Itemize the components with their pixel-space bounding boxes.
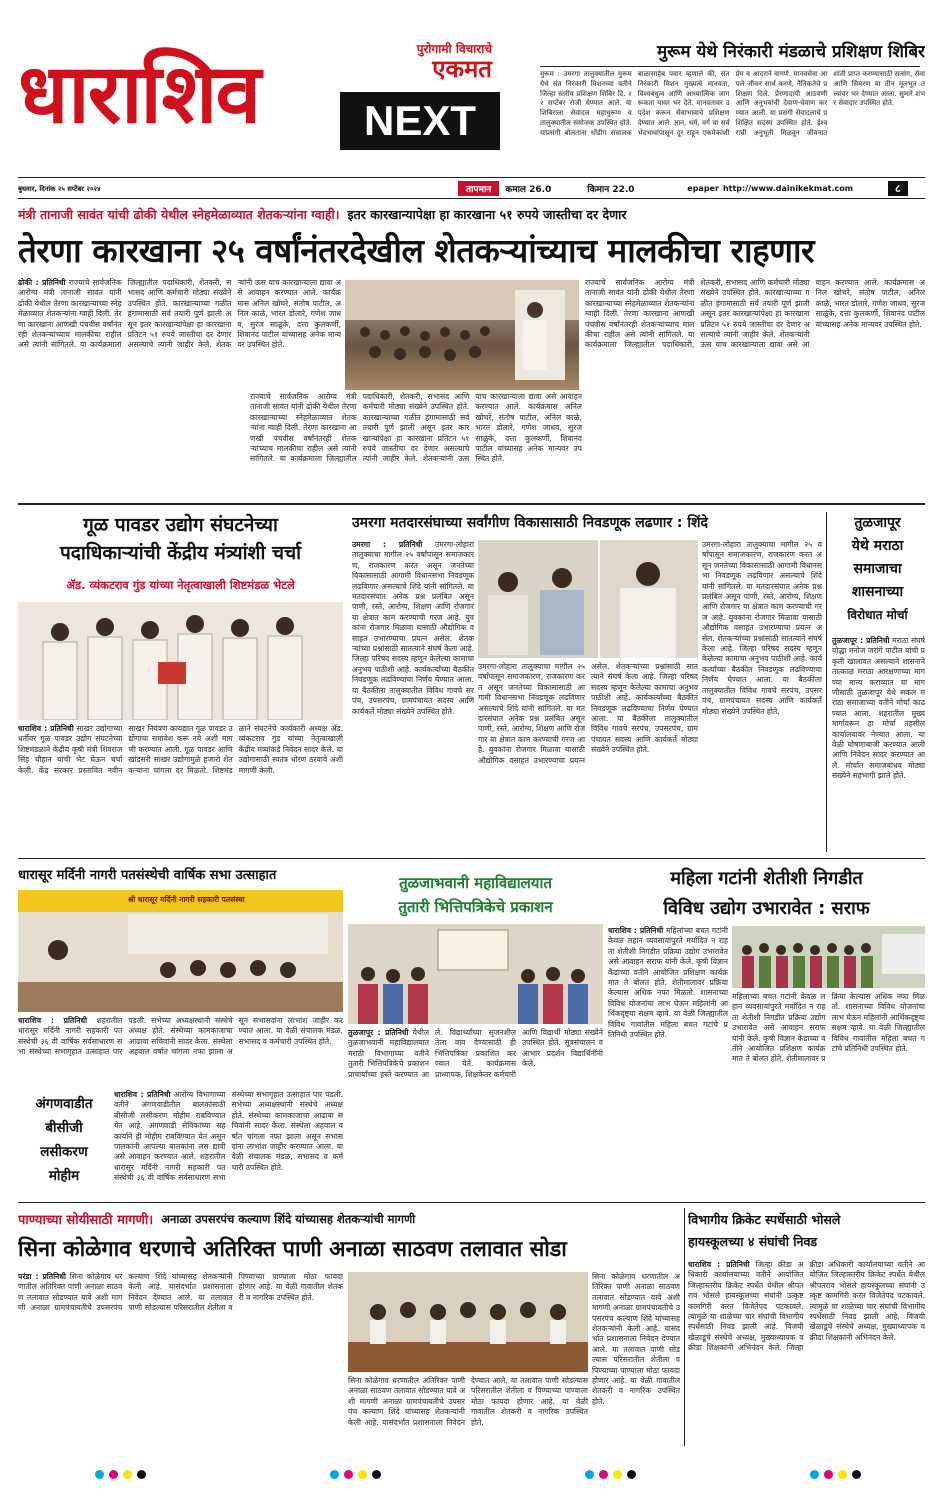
cyan-dot bbox=[585, 1470, 594, 1479]
banner-kicker-left: मंत्री तानाजी सावंत यांची ढोकी येथील स्नेहमेळाव्यात शेतकऱ्यांना ग्वाही। bbox=[18, 206, 340, 222]
anganwadi-byline: धाराशिव : प्रतिनिधी bbox=[114, 1090, 171, 1099]
rule-1 bbox=[18, 503, 925, 505]
college-byline: तुळजापूर : प्रतिनिधी bbox=[348, 1028, 409, 1037]
group-graphic bbox=[18, 602, 343, 720]
masthead-logo bbox=[18, 40, 318, 150]
meeting-graphic-1 bbox=[478, 540, 598, 658]
mahila-text-b: महिलांच्या बचत गटांनी केवळ लहान व्यवसायांपुरते मर्यादित न राहता शेतीशी निगडीत प्रक्रिया उद्योग उभारावेत असे आवाहन सराफ यांनी केले. कृषी विज्ञान केंद्राच्या वतीने आयोजित प्रशिक्षण कार्यक्रमात ते बोलत होते. शेतीमालावर प्रक्रिया केल्यास अधिक नफा मिळतो. शासनाच्या विविध योजनांचा लाभ घेऊन महिलांनी आर्थिकदृष्ट्या सक्षम व्हावे. या वेळी जिल्ह्यातील विविध गावांतील महिला बचत गटांचे प्रतिनिधी उपस्थित होते. bbox=[732, 992, 925, 1064]
registration-marks-center bbox=[330, 1470, 420, 1480]
dateline-rule-top bbox=[18, 177, 925, 178]
registration-marks-left bbox=[95, 1470, 185, 1480]
dharasur-byline: धाराशिव : प्रतिनिधी bbox=[18, 1016, 88, 1025]
anganwadi-text: आरोग्य विभागाच्या वतीने अंगणवाडीतील बालकांसाठी बीसीजी लसीकरण मोहीम राबविण्यात येत आहे. अंगणवाडी सेविकांच्या सहकार्याने ही मोहीम राबविण्यात येत असून पालकांनी आपल्या बालकांना लस द्यावी असे आवाहन करण्यात आले. bbox=[114, 1090, 226, 1162]
college-headline-1: तुळजाभवानी महाविद्यालयात bbox=[399, 874, 552, 892]
sina-kicker bbox=[18, 1208, 678, 1230]
gul-headline-2: पदाधिकाऱ्यांची केंद्रीय मंत्र्यांशी चर्चा bbox=[59, 542, 302, 564]
anganwadi-text-b: शहरातील धारासूर मर्दिनी नागरी सहकारी पतसंस्थेची ३६ वी वार्षिक सर्वसाधारण सभा संस्थेच्या सभागृहात उत्साहात पार पडली. सभेच्या अध्यक्षस्थानी संस्थेचे अध्यक्ष होते. संस्थेच्या कामकाजाचा आढावा सचिवांनी सादर केला. संस्थेला अहवाल वर्षात चांगला नफा झाला असून सभासदांना लाभांश जाहीर करण्यात आला. या वेळी संचालक मंडळ, सभासद व कर्मचारी उपस्थित होते. bbox=[114, 1090, 343, 1183]
anganwadi-headline-2: बीसीजी bbox=[45, 1120, 83, 1136]
tuljapur-byline: तुळजापूर : प्रतिनिधी bbox=[832, 636, 890, 645]
mahila-byline: धाराशिव : प्रतिनिधी bbox=[608, 926, 664, 935]
black-dot bbox=[627, 1470, 636, 1479]
website-url[interactable]: http://www.dainikekmat.com bbox=[722, 183, 854, 193]
top-story-headline: मुरूम येथे निरंकारी मंडळाचे प्रशिक्षण शिबिर bbox=[657, 42, 925, 62]
brand-block bbox=[332, 40, 512, 152]
women-group-graphic bbox=[732, 926, 925, 988]
top-story-rule bbox=[540, 66, 920, 67]
tuljapur-headline-5: विरोधात मोर्चा bbox=[847, 608, 908, 622]
magenta-dot bbox=[344, 1470, 353, 1479]
sina-text-c: सिना कोळेगाव धरणातील अतिरिक्त पाणी अनाळा साठवण तलावात सोडण्यात यावे अशी मागणी अनाळा ग्रामपंचायतीचे उपसरपंच कल्याण शिंदे यांच्यासह शेतकऱ्यांनी केली आहे. यासंदर्भात प्रशासनाला निवेदन देण्यात आले. या तलावात पाणी सोडल्यास परिसरातील शेतीला व पिण्याच्या पाण्याला मोठा फायदा होणार आहे. या वेळी गावातील शेतकरी व नागरिक उपस्थित होते. bbox=[592, 1272, 680, 1406]
umarga-text-a: उमरगा-लोहारा तालुक्याचा मागील २५ वर्षांपासून समाजकारण, राजकारण करत असून जनतेच्या विकासासाठी आगामी विधानसभा निवडणूक लढविणार असल्याचे शिंदे यांनी सांगितले. या मतदारसंघात अनेक प्रश्न प्रलंबित असून पाणी, रस्ते, आरोग्य, शिक्षण आणि रोजगार या क्षेत्रात काम करण्याची गरज आहे. युवकांना रोजगार मिळावा यासाठी औद्योगिक वसाहत उभारण्याचा प्रयत्न असेल. शेतकऱ्यांच्या प्रश्नांसाठी सातत्याने संघर्ष केला आहे. जिल्हा परिषद सदस्य म्हणून केलेल्या कामाचा अनुभव पाठीशी आहे. कार्यकर्त्यांच्या बैठकीत निवडणूक लढविण्याचा निर्णय घेण्यात आला. या बैठकीला तालुक्यातील विविध गावचे सरपंच, उपसरपंच, ग्रामपंचायत सदस्य आणि कार्यकर्ते मोठ्या संख्येने उपस्थित होते. bbox=[352, 540, 474, 716]
temperature-label: तापमान bbox=[458, 181, 499, 196]
dharasur-body bbox=[18, 1016, 343, 1084]
umarga-col-left bbox=[352, 540, 474, 852]
tuljapur-text: मराठा संघर्ष योद्धा मनोज जरांगे पाटील यांची प्रकृती खालावत असल्याने शासनाने तात्काळ मराठा आरक्षणाच्या मागण्या मान्य कराव्यात या मागणीसाठी तुळजापूर येथे सकल मराठा समाजाच्या वतीने मोर्चा काढण्यात आला. शहरातील मुख्य मार्गावरून हा मोर्चा तहसील कार्यालयावर नेण्यात आला. या वेळी घोषणाबाजी करण्यात आली आणि निवेदन सादर करण्यात आले. मोर्चात समाजबांधव मोठ्या संख्येने सहभागी झाले होते. bbox=[832, 636, 925, 781]
sina-headline: सिना कोळेगाव धरणाचे अतिरिक्त पाणी अनाळा साठवण तलावात सोडा bbox=[18, 1237, 567, 1262]
mahila-col-right bbox=[732, 992, 925, 1196]
magenta-dot bbox=[599, 1470, 608, 1479]
mahila-text-a: महिलांच्या बचत गटांनी केवळ लहान व्यवसायांपुरते मर्यादित न राहता शेतीशी निगडीत प्रक्रिया उद्योग उभारावेत असे आवाहन सराफ यांनी केले. कृषी विज्ञान केंद्राच्या वतीने आयोजित प्रशिक्षण कार्यक्रमात ते बोलत होते. शेतीमालावर प्रक्रिया केल्यास अधिक नफा मिळतो. शासनाच्या विविध योजनांचा लाभ घेऊन महिलांनी आर्थिकदृष्ट्या सक्षम व्हावे. या वेळी जिल्ह्यातील विविध गावांतील महिला बचत गटांचे प्रतिनिधी उपस्थित होते. bbox=[608, 926, 728, 1040]
epaper-label: epaper bbox=[687, 183, 719, 193]
dharasur-text: शहरातील धारासूर मर्दिनी नागरी सहकारी पतसंस्थेची ३६ वी वार्षिक सर्वसाधारण सभा संस्थेच्या सभागृहात उत्साहात पार पडली. सभेच्या अध्यक्षस्थानी संस्थेचे अध्यक्ष होते. संस्थेच्या कामकाजाचा आढावा सचिवांनी सादर केला. संस्थेला अहवाल वर्षात चांगला नफा झाला असून सभासदांना लाभांश जाहीर करण्यात आला. या वेळी संचालक मंडळ, सभासद व कर्मचारी उपस्थित होते. bbox=[18, 1016, 343, 1057]
sina-kicker-right: अनाळा उपसरपंच कल्याण शिंदे यांच्यासह शेतकऱ्यांची मागणी bbox=[161, 1211, 416, 1226]
issue-date: बुधवार, दिनांक २५ सप्टेंबर २०२४ bbox=[18, 184, 101, 193]
gul-photo bbox=[18, 602, 343, 720]
college-body bbox=[348, 1028, 603, 1196]
sina-col-right bbox=[592, 1272, 680, 1446]
umarga-text-c: उमरगा-लोहारा तालुक्याचा मागील २५ वर्षांपासून समाजकारण, राजकारण करत असून जनतेच्या विकासासाठी आगामी विधानसभा निवडणूक लढविणार असल्याचे शिंदे यांनी सांगितले. या मतदारसंघात अनेक प्रश्न प्रलंबित असून पाणी, रस्ते, आरोग्य, शिक्षण आणि रोजगार या क्षेत्रात काम करण्याची गरज आहे. युवकांना रोजगार मिळावा यासाठी औद्योगिक वसाहत उभारण्याचा प्रयत्न असेल. शेतकऱ्यांच्या प्रश्नांसाठी सातत्याने संघर्ष केला आहे. जिल्हा परिषद सदस्य म्हणून केलेल्या कामाचा अनुभव पाठीशी आहे. कार्यकर्त्यांच्या बैठकीत निवडणूक लढविण्याचा निर्णय घेण्यात आला. या बैठकीला तालुक्यातील विविध गावचे सरपंच, उपसरपंच, ग्रामपंचायत सदस्य आणि कार्यकर्ते मोठ्या संख्येने उपस्थित होते. bbox=[702, 540, 822, 716]
registration-marks-right bbox=[585, 1470, 675, 1480]
magenta-dot bbox=[824, 1470, 833, 1479]
gul-body bbox=[18, 724, 343, 852]
tuljapur-headline-1: तुळजापूर bbox=[854, 515, 901, 531]
umarga-photo-2 bbox=[600, 540, 698, 658]
banner-kicker bbox=[18, 203, 925, 225]
tuljapur-headline-4: शासनाच्या bbox=[851, 584, 904, 600]
cricket-divider bbox=[684, 1208, 685, 1446]
mahila-headline-2: विविध उद्योग उभारावेत : सराफ bbox=[663, 898, 870, 919]
cyan-dot bbox=[810, 1470, 819, 1479]
sina-photo bbox=[348, 1272, 588, 1372]
next-text: NEXT bbox=[363, 97, 476, 144]
anganwadi-headline bbox=[18, 1092, 110, 1188]
cyan-dot bbox=[330, 1470, 339, 1479]
umarga-headline: उमरगा मतदारसंघाच्या सर्वांगीण विकासासाठी निवडणूक लढणार : शिंदे bbox=[352, 515, 708, 531]
college-headline-2: तुतारी भित्तिपत्रिकेचे प्रकाशन bbox=[398, 898, 553, 916]
sina-kicker-left: पाण्याच्या सोयीसाठी मागणी। bbox=[18, 1213, 154, 1228]
cyan-dot bbox=[95, 1470, 104, 1479]
temperature-min: किमान 22.0 bbox=[587, 184, 635, 195]
registration-marks-far-right bbox=[810, 1470, 900, 1480]
umarga-byline: उमरगा : प्रतिनिधी bbox=[352, 540, 423, 549]
anganwadi-body bbox=[114, 1090, 343, 1196]
rule-3 bbox=[18, 1202, 925, 1203]
black-dot bbox=[852, 1470, 861, 1479]
umarga-col-right bbox=[702, 540, 822, 852]
gul-text: साखर उद्योगाच्या धर्तीवर गूळ पावडर उद्योग संघटनेच्या शिष्टमंडळाने केंद्रीय कृषी मंत्री शिवराजसिंह चौहान यांची भेट घेऊन चर्चा केली. केंद्र सरकार प्रस्तावित नवीन साखर नियंत्रण कायद्यात गूळ पावडर उद्योगाचा समावेश करू नये अशी मागणी करण्यात आली. गूळ पावडर आणि खांडसरी साखर उद्योगामुळे हजारो शेतकऱ्यांना चांगला दर मिळतो. शिष्टमंडळाने संघटनेचे कार्यकारी अध्यक्ष ॲड. व्यंकटराव गुंड यांच्या नेतृत्वाखाली केंद्रीय मंत्र्यांकडे निवेदन सादर केले. या उद्योगासाठी स्वतंत्र धोरण ठरवावे अशी मागणी केली. bbox=[18, 724, 343, 775]
umarga-col-mid bbox=[478, 662, 698, 852]
college-photo bbox=[348, 924, 603, 1024]
banner-text-c: राज्याचे सार्वजनिक आरोग्य मंत्री तानाजी सावंत यांनी ढोकी येथील तेरणा कारखान्याच्या स्नेहमेळाव्यात शेतकऱ्यांना ग्वाही दिली. तेरणा कारखाना आणखी पंचवीस वर्षांनंतरही शेतकऱ्यांच्याच मालकीचा राहील असे त्यांनी सांगितले. या कार्यक्रमाला जिल्ह्यातील पदाधिकारी, शेतकरी, सभासद आणि कर्मचारी मोठ्या संख्येने उपस्थित होते. कारखान्याच्या गळीत हंगामासाठी सर्व तयारी पूर्ण झाली असून इतर कारखान्यांपेक्षा हा कारखाना प्रतिटन ५१ रुपये जास्तीचा दर देणार असल्याचे त्यांनी जाहीर केले. शेतकऱ्यांनी ऊस याच कारखान्याला द्यावा असे आवाहन करण्यात आले. कार्यक्रमास अनिल खोचरे, संतोष पाटील, अनिल काळे, भारत डोलारे, गणेश जाधव, सुरज साळुंके, दत्ता कुलकर्णी, शिवानंद पाटील यांच्यासह अनेक मान्यवर उपस्थित होते. bbox=[585, 278, 925, 350]
dateline-bar bbox=[18, 179, 925, 197]
mahila-headline-1: महिला गटांनी शेतीशी निगडीत bbox=[670, 868, 863, 889]
anganwadi-headline-4: मोहीम bbox=[48, 1168, 80, 1184]
college-text: येथील तुळजाभवानी महाविद्यालयात मराठी विभागाच्या वतीने तुतारी भित्तिपत्रिकेचे प्रकाशन प्राचार्यांच्या हस्ते करण्यात आले. विद्यार्थ्यांच्या सृजनशीलतेला वाव देण्यासाठी ही भित्तिपत्रिका प्रकाशित करण्यात येते. कार्यक्रमास प्राध्यापक, शिक्षकेतर कर्मचारी आणि विद्यार्थी मोठ्या संख्येने उपस्थित होते. सूत्रसंचालन व आभार प्रदर्शन विद्यार्थिनींनी केले. bbox=[348, 1028, 603, 1079]
dharasur-headline: धारासूर मर्दिनी नागरी पतसंस्थेची वार्षिक सभा उत्साहात bbox=[18, 868, 277, 883]
top-story-text: मुरूम : उमरगा तालुक्यातील मुरूम येथे संत निरंकारी मिशनच्या वतीने जिल्हा स्तरीय प्रशिक्षण शिबिर दि. २२ सप्टेंबर रोजी घेण्यात आले. या शिबिराला सेवादल महाधुरूण व तालुक्यातील संयोजक उपस्थित होते. याप्रसंगी बोलताना धोंडीग संचालक बाळासाहेब पवार म्हणाले की, संत निरंकारी मिशन मुख्यत्वे मानवता, विश्वबंधुत्व आणि आध्यात्मिक जागरूकता यावर भर देते. मानवतावर उपदेश करून सेवाभावाचे प्रशिक्षण देण्यात आले. ज्ञान, धर्म, वर्ग या सर्व भेदभावांपासून दूर राहून एकमेकांशी प्रेम व आदराने वागणे. मानवसेवा आपले जीवन सार्थ करणे, नैतिकतेचे प्रशिक्षण दिले. प्रेरणादायी आठवणी आणि अनुभवांची देवाण-घेवाण करण्यात आली. या प्रसंगी सेवादलाचे प्रशिक्षित सदस्य उपस्थित होते. ईश्वराची अनुभूती मिळवून जीवनात शांती प्राप्त करण्यासाठी सत्संग, सेवा आणि सिमरण या तीन मूलभूत तत्त्वांवर भर देण्यात आला. सुमारे शंभर सेवादार उपस्थित होते. bbox=[540, 70, 925, 137]
mahila-photo bbox=[732, 926, 925, 988]
gul-byline: धाराशिव : प्रतिनिधी bbox=[18, 724, 74, 733]
banner-kicker-right: इतर कारखान्यापेक्षा हा कारखाना ५१ रुपये जास्तीचा दर देणार bbox=[347, 206, 627, 222]
dateline-rule-bottom bbox=[18, 198, 925, 199]
tuljapur-headline bbox=[830, 512, 925, 627]
sabha-graphic bbox=[18, 890, 343, 1012]
cricket-headline-2: हायस्कूलच्या ४ संघांची निवड bbox=[688, 1234, 818, 1249]
gul-subhead: ॲड. व्यंकटराव गुंड यांच्या नेतृत्वाखाली शिष्टमंडळ भेटले bbox=[66, 578, 295, 592]
sina-byline: परंडा : प्रतिनिधी bbox=[18, 1272, 66, 1281]
tuljapur-headline-3: समाजाचा bbox=[853, 561, 902, 577]
yellow-dot bbox=[838, 1470, 847, 1479]
umarga-photo-1 bbox=[478, 540, 598, 658]
temperature-max: कमाल 26.0 bbox=[505, 184, 552, 195]
cricket-byline: धाराशिव : प्रतिनिधी bbox=[688, 1260, 750, 1269]
sina-text-b: सिना कोळेगाव धरणातील अतिरिक्त पाणी अनाळा साठवण तलावात सोडण्यात यावे अशी मागणी अनाळा ग्रामपंचायतीचे उपसरपंच कल्याण शिंदे यांच्यासह शेतकऱ्यांनी केली आहे. यासंदर्भात प्रशासनाला निवेदन देण्यात आले. या तलावात पाणी सोडल्यास परिसरातील शेतीला व पिण्याच्या पाण्याला मोठा फायदा होणार आहे. या वेळी गावातील शेतकरी व नागरिक उपस्थित होते. bbox=[348, 1376, 588, 1427]
banner-caption bbox=[250, 392, 582, 492]
sina-col-mid bbox=[348, 1376, 588, 1446]
tuljapur-headline-2: येथे मराठा bbox=[851, 538, 904, 554]
meeting-graphic-2 bbox=[600, 540, 698, 658]
next-logo bbox=[340, 92, 500, 150]
yellow-dot bbox=[358, 1470, 367, 1479]
tuljapur-divider bbox=[826, 512, 827, 852]
magenta-dot bbox=[109, 1470, 118, 1479]
crowd-graphic bbox=[345, 280, 579, 390]
sina-text-a: सिना कोळेगाव धरणातील अतिरिक्त पाणी अनाळा साठवण तलावात सोडण्यात यावे अशी मागणी अनाळा ग्रामपंचायतीचे उपसरपंच कल्याण शिंदे यांच्यासह शेतकऱ्यांनी केली आहे. यासंदर्भात प्रशासनाला निवेदन देण्यात आले. या तलावात पाणी सोडल्यास परिसरातील शेतीला व पिण्याच्या पाण्याला मोठा फायदा होणार आहे. या वेळी गावातील शेतकरी व नागरिक उपस्थित होते. bbox=[18, 1272, 343, 1313]
cricket-text-b: जिल्हा क्रीडा अधिकारी कार्यालयाच्या वतीने आयोजित जिल्हास्तरीय क्रिकेट स्पर्धेत येथील श्रीपतराव भोसले हायस्कूलच्या संघांनी उत्कृष्ट कामगिरी करत विजेतेपद पटकावले. त्यामुळे या शाळेच्या चार संघांची विभागीय स्पर्धेसाठी निवड झाली आहे. विजयी खेळाडूंचे संस्थेचे अध्यक्ष, मुख्याध्यापक व क्रीडा शिक्षकांनी अभिनंदन केले. bbox=[786, 1260, 925, 1353]
meeting-graphic-3 bbox=[348, 1272, 588, 1372]
mahila-col-left bbox=[608, 926, 728, 1196]
banner-byline: ढोकी : प्रतिनिधी bbox=[18, 278, 66, 287]
rule-2 bbox=[18, 858, 925, 859]
black-dot bbox=[372, 1470, 381, 1479]
anganwadi-headline-3: लसीकरण bbox=[40, 1144, 88, 1160]
banner-photo bbox=[345, 280, 579, 390]
yellow-dot bbox=[613, 1470, 622, 1479]
banner-text-a: राज्याचे सार्वजनिक आरोग्य मंत्री तानाजी सावंत यांनी ढोकी येथील तेरणा कारखान्याच्या स्नेहमेळाव्यात शेतकऱ्यांना ग्वाही दिली. तेरणा कारखाना आणखी पंचवीस वर्षांनंतरही शेतकऱ्यांच्याच मालकीचा राहील असे त्यांनी सांगितले. या कार्यक्रमाला जिल्ह्यातील पदाधिकारी, शेतकरी, सभासद आणि कर्मचारी मोठ्या संख्येने उपस्थित होते. कारखान्याच्या गळीत हंगामासाठी सर्व तयारी पूर्ण झाली असून इतर कारखान्यांपेक्षा हा कारखाना प्रतिटन ५१ रुपये जास्तीचा दर देणार असल्याचे त्यांनी जाहीर केले. शेतकऱ्यांनी ऊस याच कारखान्याला द्यावा असे आवाहन करण्यात आले. कार्यक्रमास अनिल खोचरे, संतोष पाटील, अनिल काळे, भारत डोलारे, गणेश जाधव, सुरज साळुंके, दत्ता कुलकर्णी, शिवानंद पाटील यांच्यासह अनेक मान्यवर उपस्थित होते. bbox=[18, 278, 341, 350]
tagline: पुरोगामी विचाराचे bbox=[416, 42, 492, 56]
college-graphic bbox=[348, 924, 603, 1024]
cricket-headline-1: विभागीय क्रिकेट स्पर्धेसाठी भोसले bbox=[688, 1212, 841, 1227]
banner-headline: तेरणा कारखाना २५ वर्षांनंतरदेखील शेतकऱ्यांच्याच मालकीचा राहणार bbox=[18, 231, 814, 270]
dharasur-photo bbox=[18, 890, 343, 1012]
page-number: ८ bbox=[888, 181, 908, 196]
tuljapur-body bbox=[832, 636, 925, 852]
brand-name: एकमत bbox=[432, 55, 492, 83]
banner-text-b: राज्याचे सार्वजनिक आरोग्य मंत्री तानाजी सावंत यांनी ढोकी येथील तेरणा कारखान्याच्या स्नेहमेळाव्यात शेतकऱ्यांना ग्वाही दिली. तेरणा कारखाना आणखी पंचवीस वर्षांनंतरही शेतकऱ्यांच्याच मालकीचा राहील असे त्यांनी सांगितले. या कार्यक्रमाला जिल्ह्यातील पदाधिकारी, शेतकरी, सभासद आणि कर्मचारी मोठ्या संख्येने उपस्थित होते. कारखान्याच्या गळीत हंगामासाठी सर्व तयारी पूर्ण झाली असून इतर कारखान्यांपेक्षा हा कारखाना प्रतिटन ५१ रुपये जास्तीचा दर देणार असल्याचे त्यांनी जाहीर केले. शेतकऱ्यांनी ऊस याच कारखान्याला द्यावा असे आवाहन करण्यात आले. कार्यक्रमास अनिल खोचरे, संतोष पाटील, अनिल काळे, भारत डोलारे, गणेश जाधव, सुरज साळुंके, दत्ता कुलकर्णी, शिवानंद पाटील यांच्यासह अनेक मान्यवर उपस्थित होते. bbox=[250, 392, 582, 464]
umarga-text-b: उमरगा-लोहारा तालुक्याचा मागील २५ वर्षांपासून समाजकारण, राजकारण करत असून जनतेच्या विकासासाठी आगामी विधानसभा निवडणूक लढविणार असल्याचे शिंदे यांनी सांगितले. या मतदारसंघात अनेक प्रश्न प्रलंबित असून पाणी, रस्ते, आरोग्य, शिक्षण आणि रोजगार या क्षेत्रात काम करण्याची गरज आहे. युवकांना रोजगार मिळावा यासाठी औद्योगिक वसाहत उभारण्याचा प्रयत्न असेल. शेतकऱ्यांच्या प्रश्नांसाठी सातत्याने संघर्ष केला आहे. जिल्हा परिषद सदस्य म्हणून केलेल्या कामाचा अनुभव पाठीशी आहे. कार्यकर्त्यांच्या बैठकीत निवडणूक लढविण्याचा निर्णय घेण्यात आला. या बैठकीला तालुक्यातील विविध गावचे सरपंच, उपसरपंच, ग्रामपंचायत सदस्य आणि कार्यकर्ते मोठ्या संख्येने उपस्थित होते. bbox=[478, 662, 698, 765]
anganwadi-headline-1: अंगणवाडीत bbox=[35, 1096, 93, 1112]
cricket-body bbox=[688, 1260, 925, 1446]
cricket-text: जिल्हा क्रीडा अधिकारी कार्यालयाच्या वतीने आयोजित जिल्हास्तरीय क्रिकेट स्पर्धेत येथील श्रीपतराव भोसले हायस्कूलच्या संघांनी उत्कृष्ट कामगिरी करत विजेतेपद पटकावले. त्यामुळे या शाळेच्या चार संघांची विभागीय स्पर्धेसाठी निवड झाली आहे. विजयी खेळाडूंचे संस्थेचे अध्यक्ष, मुख्याध्यापक व क्रीडा शिक्षकांनी अभिनंदन केले. bbox=[688, 1260, 804, 1353]
dharasur-photo-banner: श्री धारासूर मर्दिनी नागरी सहकारी पतसंस्था bbox=[128, 895, 245, 904]
black-dot bbox=[137, 1470, 146, 1479]
gul-headline-1: गूळ पावडर उद्योग संघटनेच्या bbox=[83, 514, 278, 536]
yellow-dot bbox=[123, 1470, 132, 1479]
logo-text: धाराशिव bbox=[18, 47, 260, 142]
banner-col3 bbox=[585, 278, 925, 493]
sina-col-left bbox=[18, 1272, 343, 1446]
